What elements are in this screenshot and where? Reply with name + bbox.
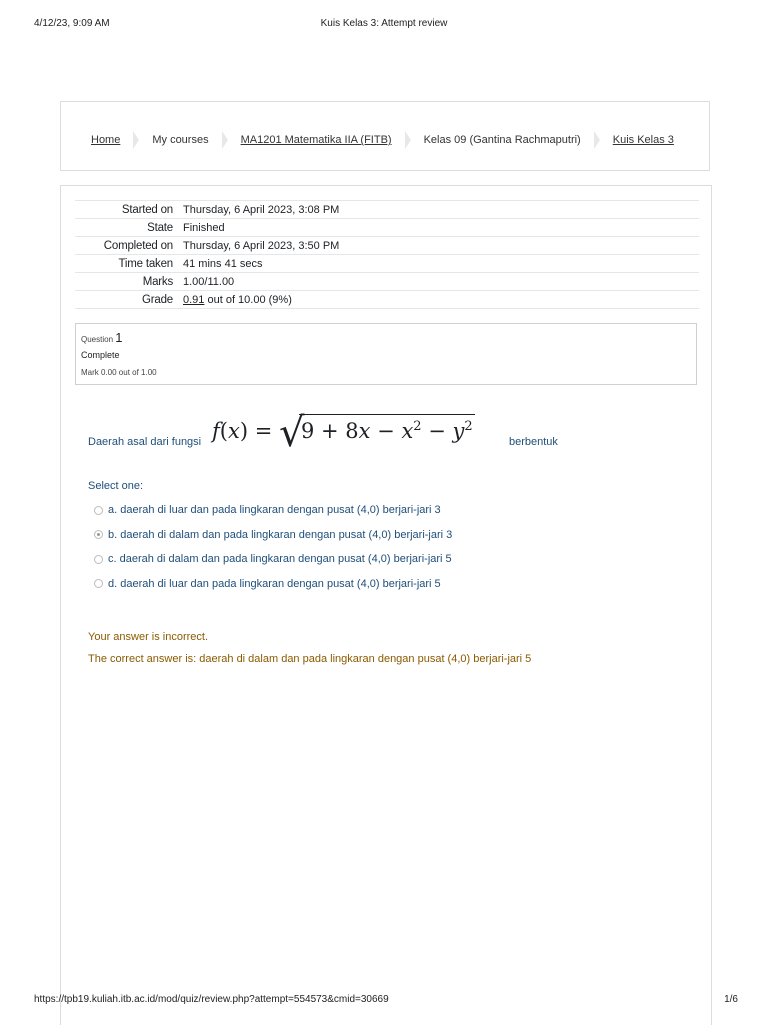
summary-row-completed xyxy=(75,237,699,255)
summary-row-grade xyxy=(75,291,699,309)
grade-cell xyxy=(181,291,699,309)
summary-row-started xyxy=(75,201,699,219)
answer-option-d-label[interactable]: d. daerah di luar dan pada lingkaran dengan pusat (4,0) berjari-jari 5 xyxy=(108,577,441,590)
marks-label: Marks xyxy=(142,275,173,288)
time-taken-label: Time taken xyxy=(118,257,173,270)
print-datetime: 4/12/23, 9:09 AM xyxy=(34,18,110,29)
answer-options xyxy=(94,498,452,596)
marks-value: 1.00/11.00 xyxy=(183,275,235,288)
completed-label: Completed on xyxy=(103,239,173,252)
answer-feedback xyxy=(88,626,531,670)
attempt-summary-table xyxy=(75,200,699,309)
answer-option-c-label[interactable]: c. daerah di dalam dan pada lingkaran dengan pusat (4,0) berjari-jari 5 xyxy=(108,553,452,566)
print-page-title: Kuis Kelas 3: Attempt review xyxy=(320,18,448,29)
question-number-label: Question xyxy=(81,335,114,344)
breadcrumb-separator xyxy=(222,131,228,149)
breadcrumb-my-courses[interactable]: My courses xyxy=(152,134,209,146)
summary-row-marks xyxy=(75,273,699,291)
state-label: State xyxy=(147,221,173,234)
state-value: Finished xyxy=(183,221,225,234)
print-header xyxy=(0,18,768,32)
feedback-correct-answer: The correct answer is: daerah di dalam dan pada lingkaran dengan pusat (4,0) berjari-jari 5 xyxy=(88,653,532,665)
breadcrumb-separator xyxy=(405,131,411,149)
question-text xyxy=(88,411,688,471)
answer-option-d[interactable] xyxy=(94,572,452,597)
breadcrumb-container xyxy=(60,101,710,171)
question-text-before: Daerah asal dari fungsi xyxy=(88,436,202,448)
breadcrumb-class[interactable]: Kelas 09 (Gantina Rachmaputri) xyxy=(423,134,581,146)
function-formula: f(x) = √ $9 + 8x - x^2 - y^2$ xyxy=(212,410,473,456)
answer-option-c[interactable] xyxy=(94,547,452,572)
summary-row-time xyxy=(75,255,699,273)
answer-option-b[interactable] xyxy=(94,523,452,548)
question-number-value: 1 xyxy=(115,330,123,345)
radio-b[interactable] xyxy=(94,530,103,539)
question-number xyxy=(81,330,123,345)
completed-value: Thursday, 6 April 2023, 3:50 PM xyxy=(183,239,340,252)
question-text-after: berbentuk xyxy=(509,436,558,448)
grade-suffix: out of 10.00 (9%) xyxy=(204,293,292,306)
radio-d[interactable] xyxy=(94,579,103,588)
summary-row-state xyxy=(75,219,699,237)
radio-a[interactable] xyxy=(94,506,103,515)
started-label: Started on xyxy=(121,203,173,216)
breadcrumb-home[interactable]: Home xyxy=(91,134,121,146)
feedback-incorrect: Your answer is incorrect. xyxy=(88,631,209,643)
answer-option-b-label[interactable]: b. daerah di dalam dan pada lingkaran dengan pusat (4,0) berjari-jari 3 xyxy=(108,528,453,541)
radio-c[interactable] xyxy=(94,555,103,564)
time-taken-value: 41 mins 41 secs xyxy=(183,257,263,270)
select-one-label: Select one: xyxy=(88,480,144,492)
question-mark: Mark 0.00 out of 1.00 xyxy=(81,368,157,377)
grade-label: Grade xyxy=(142,293,173,306)
answer-option-a-label[interactable]: a. daerah di luar dan pada lingkaran dengan pusat (4,0) berjari-jari 3 xyxy=(108,504,441,517)
grade-value: 0.91 xyxy=(183,293,205,306)
started-value: Thursday, 6 April 2023, 3:08 PM xyxy=(183,203,340,216)
question-info-box xyxy=(75,323,697,385)
breadcrumb-quiz[interactable]: Kuis Kelas 3 xyxy=(612,134,674,146)
print-page-number: 1/6 xyxy=(724,994,738,1005)
breadcrumb xyxy=(91,131,674,149)
breadcrumb-course[interactable]: MA1201 Matematika IIA (FITB) xyxy=(240,134,392,146)
print-url: https://tpb19.kuliah.itb.ac.id/mod/quiz/review.php?attempt=554573&cmid=30669 xyxy=(34,994,389,1005)
breadcrumb-separator xyxy=(133,131,139,149)
answer-option-a[interactable] xyxy=(94,498,452,523)
breadcrumb-separator xyxy=(594,131,600,149)
quiz-review-panel xyxy=(60,185,712,1025)
question-state: Complete xyxy=(81,350,120,360)
